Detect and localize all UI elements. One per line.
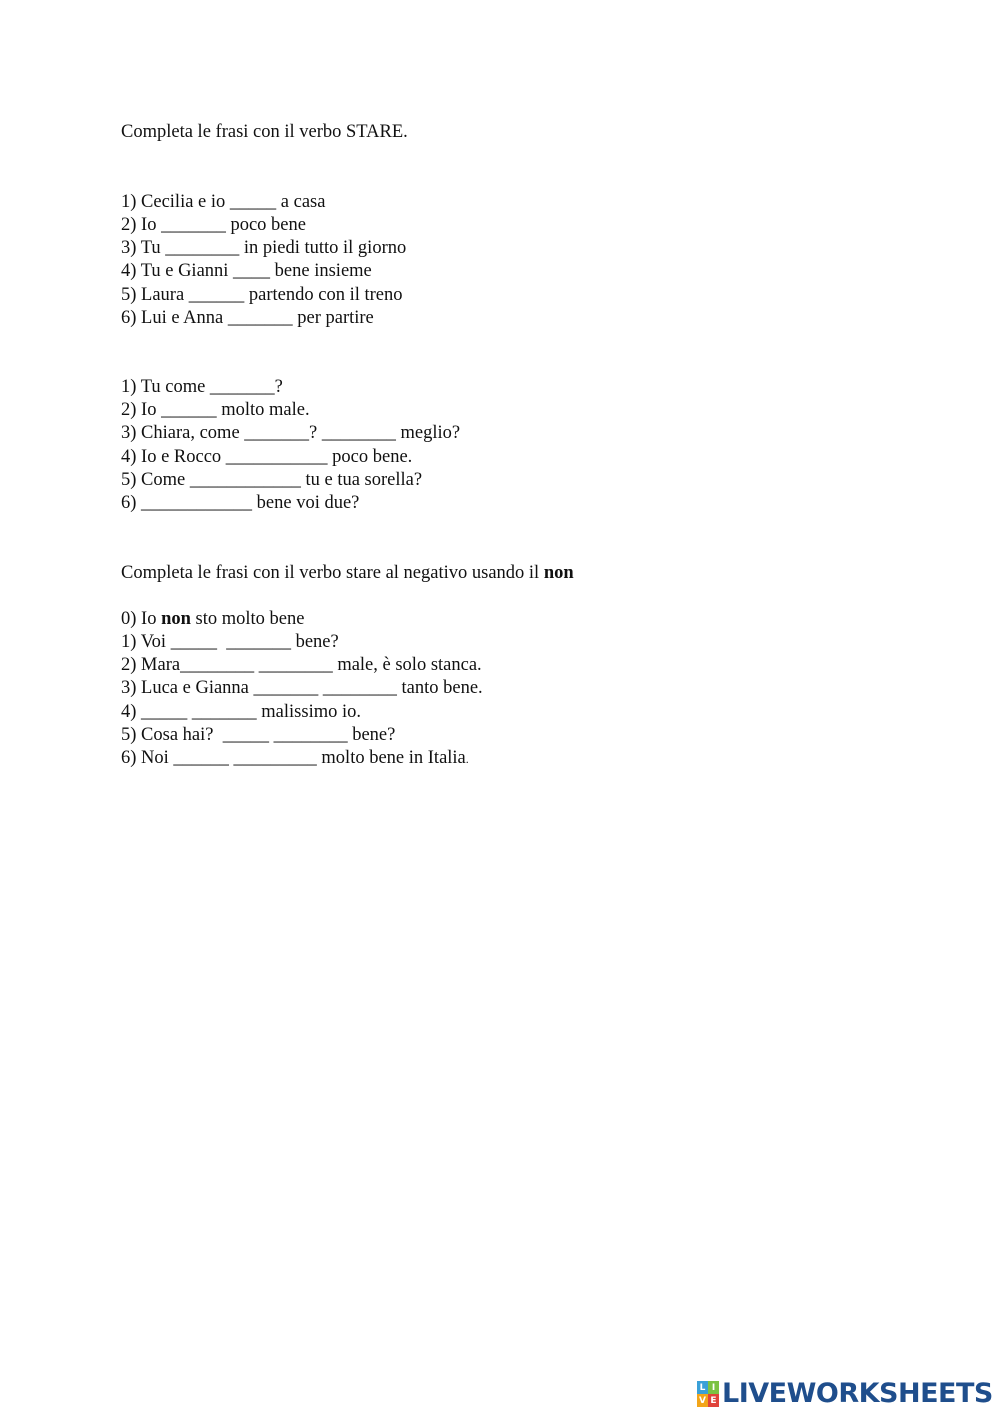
section3-item-6-end: . [465,752,469,766]
badge-letter-i: I [708,1381,719,1394]
logo-wordmark: LIVEWORKSHEETS [722,1378,993,1409]
section1-item-5: 5) Laura ______ partendo con il treno [121,285,403,305]
section2-item-4: 4) Io e Rocco ___________ poco bene. [121,447,413,467]
section2-item-3: 3) Chiara, come _______? ________ meglio? [121,423,461,443]
section1-item-2: 2) Io _______ poco bene [121,215,306,235]
liveworksheets-logo [697,1378,993,1410]
live-badge-icon [697,1381,719,1407]
section3-title-text: Completa le frasi con il verbo stare al negativo usando il [121,563,544,583]
section3-example-bold: non [161,609,191,629]
section1-item-3: 3) Tu ________ in piedi tutto il giorno [121,238,407,258]
section3-item-6-text: 6) Noi ______ _________ molto bene in Italia [121,748,466,768]
section2-item-6: 6) ____________ bene voi due? [121,493,360,513]
section3-example-prefix: 0) Io [121,609,162,629]
section3-item-3: 3) Luca e Gianna _______ ________ tanto bene. [121,678,483,698]
section3-example-suffix: sto molto bene [190,609,305,629]
section2-item-5: 5) Come ____________ tu e tua sorella? [121,470,423,490]
section1-item-4: 4) Tu e Gianni ____ bene insieme [121,261,372,281]
section1-item-1: 1) Cecilia e io _____ a casa [121,192,326,212]
section3-item-4: 4) _____ _______ malissimo io. [121,702,361,722]
badge-letter-l: L [697,1381,708,1394]
badge-letter-e: E [708,1394,719,1407]
section3-item-2: 2) Mara________ ________ male, è solo stanca. [121,655,482,675]
section3-title-bold: non [543,563,574,583]
section1-title: Completa le frasi con il verbo STARE. [121,122,408,142]
section3-example [121,608,304,631]
section2-item-1: 1) Tu come _______? [121,377,283,397]
section3-item-6 [121,747,469,771]
section2-item-2: 2) Io ______ molto male. [121,400,310,420]
section1-item-6: 6) Lui e Anna _______ per partire [121,308,374,328]
section3-item-1: 1) Voi _____ _______ bene? [121,632,339,652]
section3-item-5: 5) Cosa hai? _____ ________ bene? [121,725,396,745]
section3-title [121,562,574,585]
badge-letter-v: V [697,1394,708,1407]
